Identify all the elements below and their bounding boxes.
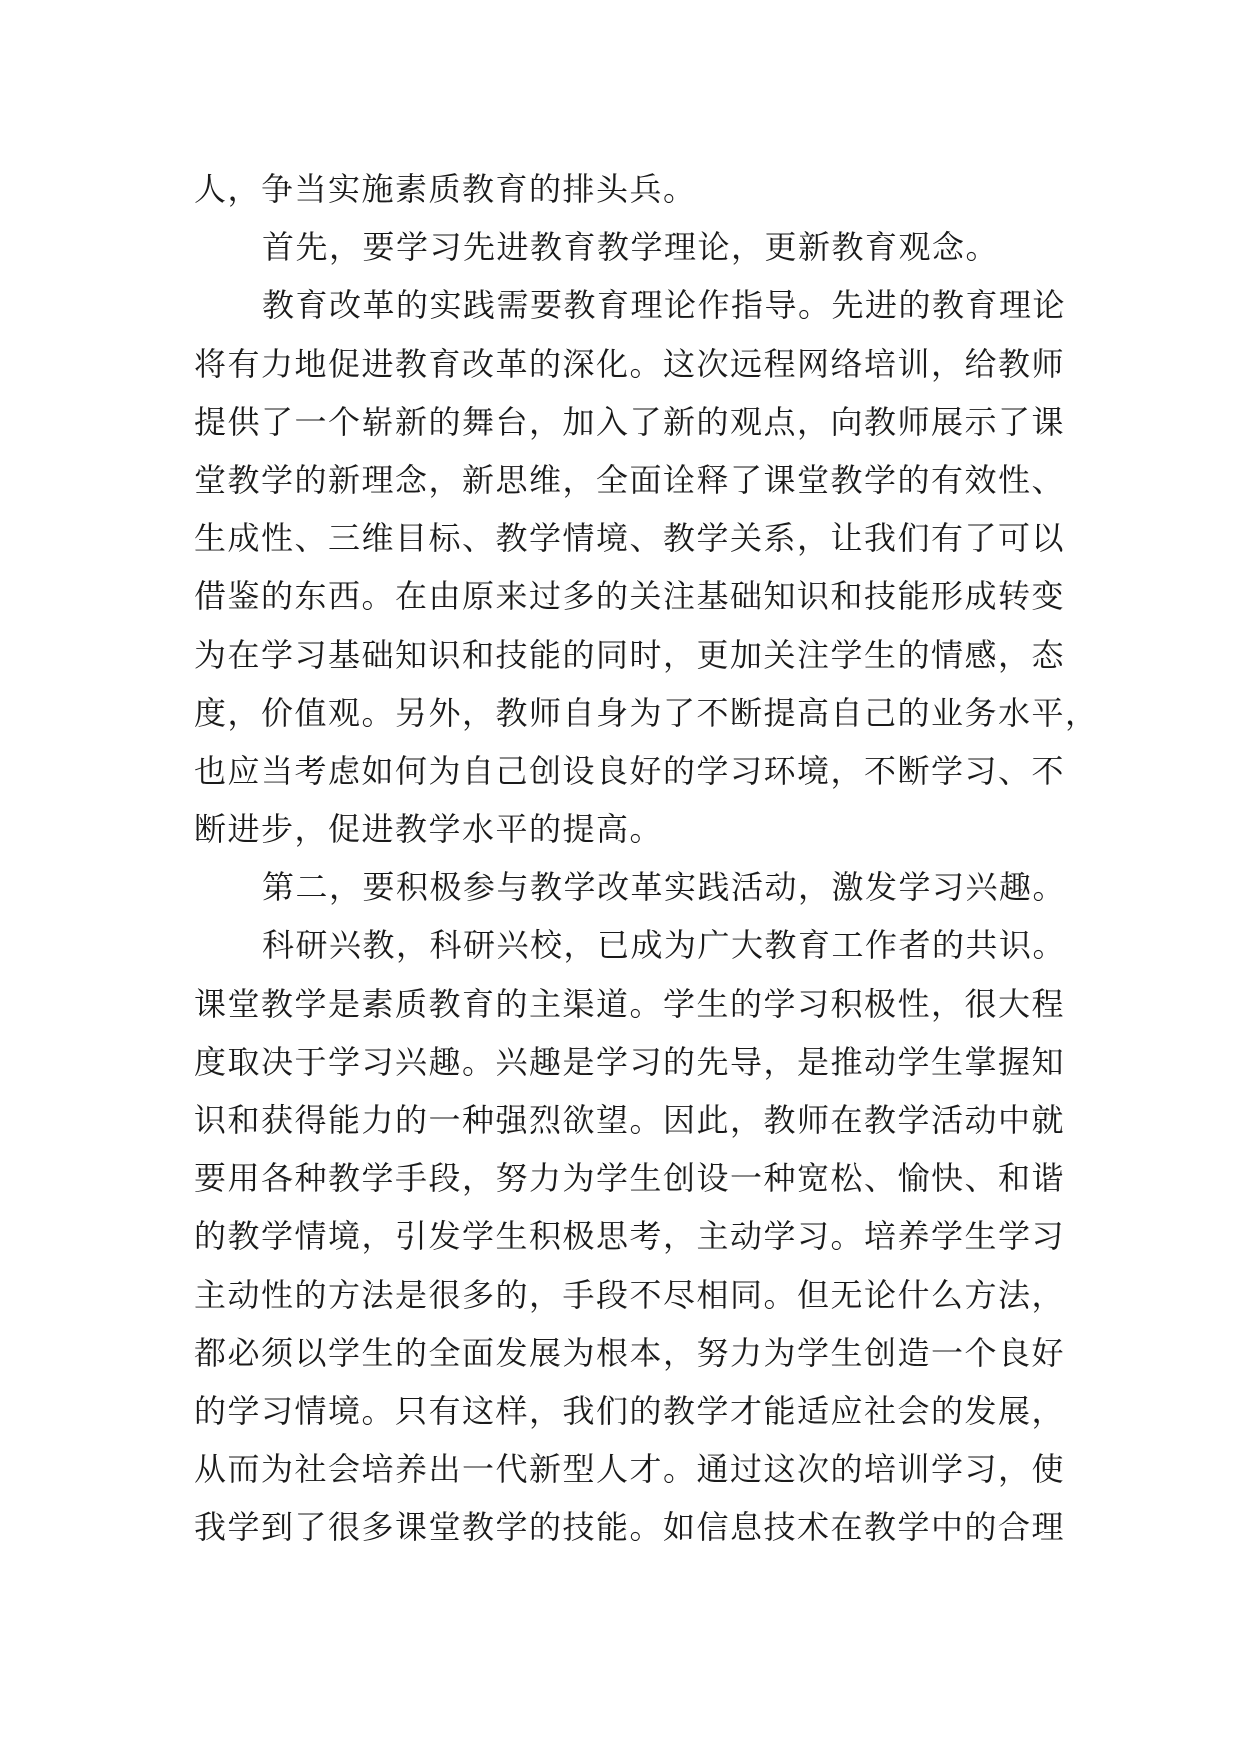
text-line: 为在学习基础知识和技能的同时，更加关注学生的情感，态: [194, 635, 1066, 674]
text-line: 借鉴的东西。在由原来过多的关注基础知识和技能形成转变: [194, 577, 1066, 616]
text-line: 将有力地促进教育改革的深化。这次远程网络培训，给教师: [194, 344, 1066, 383]
document-body: [194, 160, 1099, 1557]
text-line: 都必须以学生的全面发展为根本，努力为学生创造一个良好: [194, 1333, 1066, 1372]
text-line: 要用各种教学手段，努力为学生创设一种宽松、愉快、和谐: [194, 1159, 1066, 1198]
text-line: 我学到了很多课堂教学的技能。如信息技术在教学中的合理: [194, 1508, 1066, 1547]
text-line: 的教学情境，引发学生积极思考，主动学习。培养学生学习: [194, 1217, 1066, 1256]
text-line: 提供了一个崭新的舞台，加入了新的观点，向教师展示了课: [194, 402, 1066, 441]
text-line: 断进步，促进教学水平的提高。: [194, 810, 664, 849]
text-line: 生成性、三维目标、教学情境、教学关系，让我们有了可以: [194, 519, 1066, 558]
text-line: 教育改革的实践需要教育理论作指导。先进的教育理论: [262, 286, 1067, 325]
text-line: 第二，要积极参与教学改革实践活动，激发学习兴趣。: [262, 868, 1067, 907]
text-line: 度取决于学习兴趣。兴趣是学习的先导，是推动学生掌握知: [194, 1042, 1066, 1081]
text-line: 课堂教学是素质教育的主渠道。学生的学习积极性，很大程: [194, 984, 1066, 1023]
text-line: 主动性的方法是很多的，手段不尽相同。但无论什么方法，: [194, 1275, 1066, 1314]
text-line: 堂教学的新理念，新思维，全面诠释了课堂教学的有效性、: [194, 460, 1066, 499]
text-line: 科研兴教，科研兴校，已成为广大教育工作者的共识。: [262, 926, 1067, 965]
text-line: 首先，要学习先进教育教学理论，更新教育观念。: [262, 228, 1000, 267]
text-line: 也应当考虑如何为自己创设良好的学习环境，不断学习、不: [194, 751, 1066, 790]
text-line: 度，价值观。另外，教师自身为了不断提高自己的业务水平，: [194, 693, 1099, 732]
text-line: 从而为社会培养出一代新型人才。通过这次的培训学习，使: [194, 1450, 1066, 1489]
text-line: 识和获得能力的一种强烈欲望。因此，教师在教学活动中就: [194, 1101, 1066, 1139]
text-line: 人，争当实施素质教育的排头兵。: [194, 170, 697, 208]
text-line: 的学习情境。只有这样，我们的教学才能适应社会的发展，: [194, 1391, 1066, 1430]
